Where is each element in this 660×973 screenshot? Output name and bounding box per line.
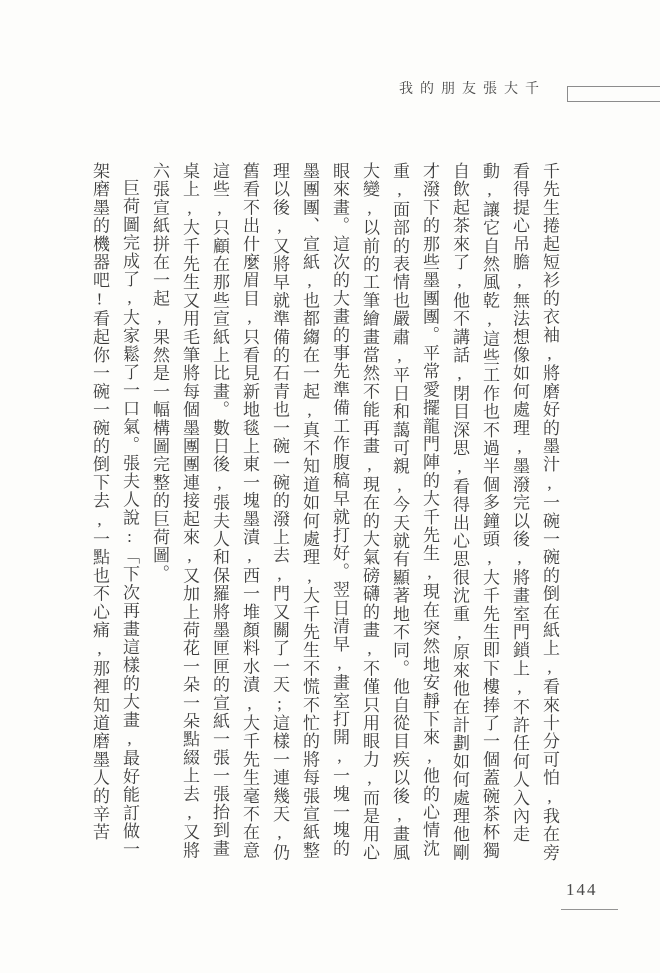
page-number-rule — [561, 909, 618, 910]
paragraph-1: 千先生捲起短衫的衣袖,將磨好的墨汁,一碗一碗的倒在紙上,看來十分可怕,我在旁看得提心吊膽,無法想像如何處理,墨潑完以後,將畫室門鎖上,不許任何人入內走動,讓它自然風乾,這些工作也不過半個多鐘頭,大千先生即下樓捧了一個蓋碗茶杯獨自飲起茶來了,他不講話,閉目深思,看得出心思很沈重,原來他在計劃如何處理他剛才潑下的那些墨團團。平常愛擺龍門陣的大千先生,現在突然地安靜下來,他的心情沈重,面部的表情也嚴肅,平日和藹可親,今天就有顯著地不同。他自從目疾以後,畫風大變,以前的工筆繪畫當然不能再畫,現在的大氣磅礴的畫,不僅只用眼力,而是用心眼來畫。這次的大畫的事先準備工作腹稿早就打好。翌日清早,畫室打開,一塊一塊的墨團團、宣紙,也都縐在一起,真不知道如何處理,大千先生不慌不忙的將每張宣紙整理以後,又將早就準備的石青也一碗一碗的潑上去,門又關了一天;這樣一連幾天,仍舊看不出什麼眉目,只看見新地毯上東一塊墨漬,西一堆顏料水漬,大千先生毫不在意這些,只顧在那些宣紙上比畫。數日後,張夫人和保羅將墨匣匣的宣紙一張一張抬到畫桌上,大千先生又用毛筆將每個墨團團連接起來,又加上荷花一朵一朵點綴上去,又將六張宣紙拼在一起,果然是一幅構圖完整的巨荷圖。 — [150, 162, 559, 862]
running-title: 我的朋友張大千 — [399, 82, 546, 97]
page-number: 144 — [566, 880, 598, 899]
body-text — [84, 162, 564, 862]
paragraph-2: 巨荷圖完成了,大家鬆了一口氣。張夫人說:「下次再畫這樣的大畫,最好能訂做一架磨墨的機器吧!看起你一碗一碗的倒下去,一點也不心痛,那裡知道磨墨人的辛苦 — [90, 162, 139, 859]
header-decoration-box — [567, 86, 660, 102]
